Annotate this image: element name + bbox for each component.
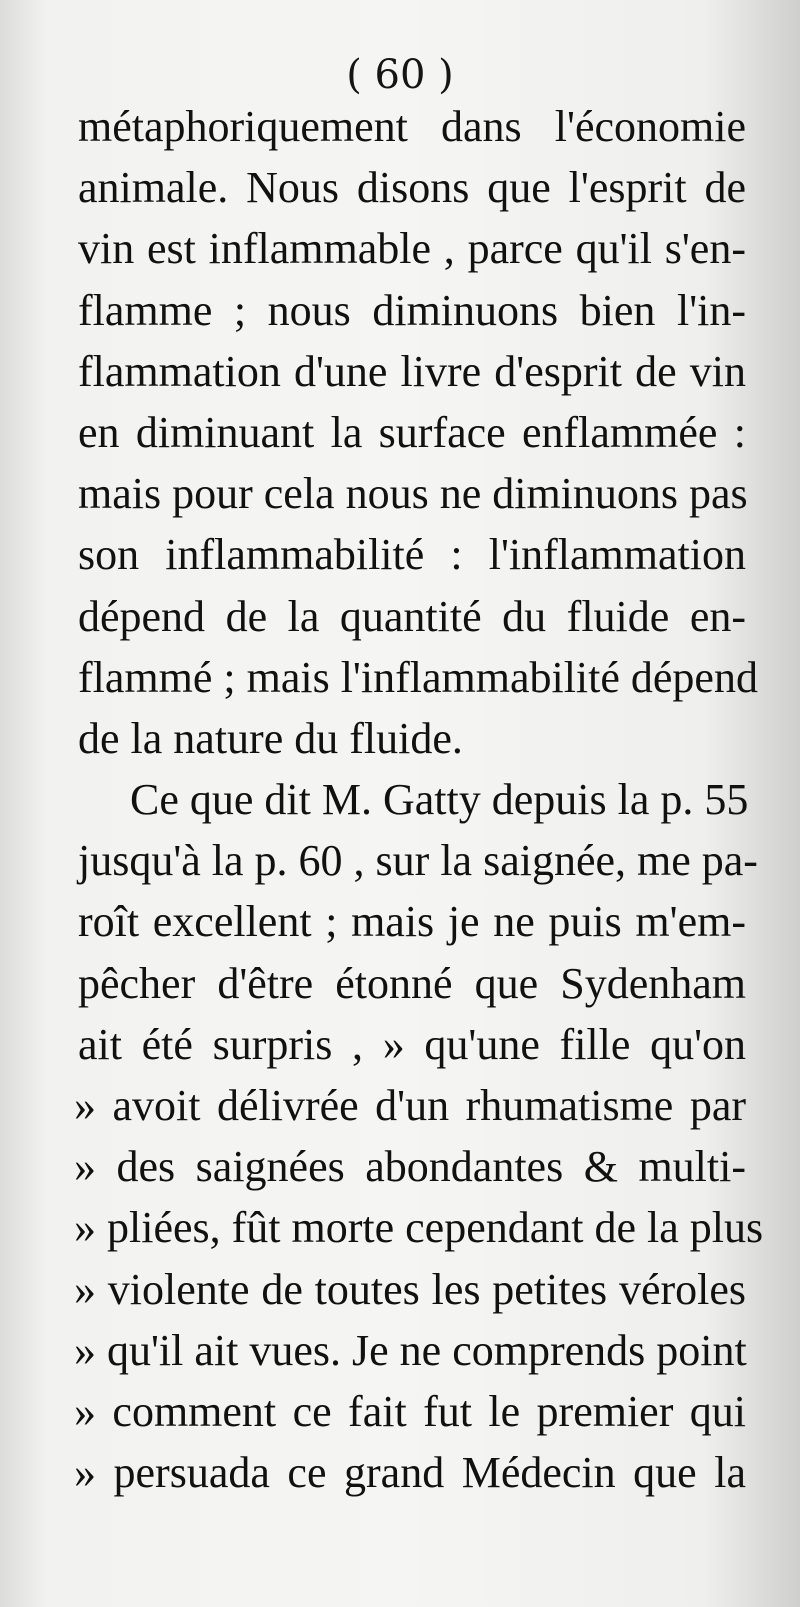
page-number: ( 60 ): [346, 52, 454, 98]
text-line: » qu'il ait vues. Je ne comprends point: [74, 1325, 747, 1375]
text-line: Ce que dit M. Gatty depuis la p. 55: [130, 775, 749, 825]
text-line: flammé ; mais l'inflammabilité dépend: [78, 652, 758, 702]
text-line: vin est inflammable , parce qu'il s'en-: [78, 224, 746, 274]
text-line: animale. Nous disons que l'esprit de: [78, 163, 746, 213]
text-line: » pliées, fût morte cependant de la plus: [74, 1203, 764, 1253]
text-line: » comment ce fait fut le premier qui: [74, 1386, 746, 1436]
text-line: pêcher d'être étonné que Sydenham: [78, 958, 746, 1008]
text-line: flammation d'une livre d'esprit de vin: [78, 346, 746, 396]
text-line: » des saignées abondantes & multi-: [74, 1142, 746, 1192]
text-line: mais pour cela nous ne diminuons pas: [78, 469, 748, 519]
text-line: dépend de la quantité du fluide en-: [78, 591, 746, 641]
text-line: en diminuant la surface enflammée :: [78, 407, 746, 457]
body-text: [74, 96, 764, 1503]
text-line: ait été surpris , » qu'une fille qu'on: [78, 1019, 746, 1069]
paragraph-2: [74, 769, 764, 1503]
text-line: flamme ; nous diminuons bien l'in-: [78, 285, 746, 335]
text-line: métaphoriquement dans l'économie: [78, 102, 746, 151]
text-line: » violente de toutes les petites véroles: [74, 1264, 746, 1314]
text-line: » persuada ce grand Médecin que la: [74, 1448, 746, 1498]
text-line: roît excellent ; mais je ne puis m'em-: [78, 897, 746, 947]
text-line: son inflammabilité : l'inflammation: [78, 530, 746, 580]
text-line: de la nature du fluide.: [78, 713, 463, 763]
paragraph-1: [78, 96, 758, 769]
text-line: jusqu'à la p. 60 , sur la saignée, me pa-: [78, 836, 758, 886]
text-line: » avoit délivrée d'un rhumatisme par: [74, 1081, 746, 1130]
